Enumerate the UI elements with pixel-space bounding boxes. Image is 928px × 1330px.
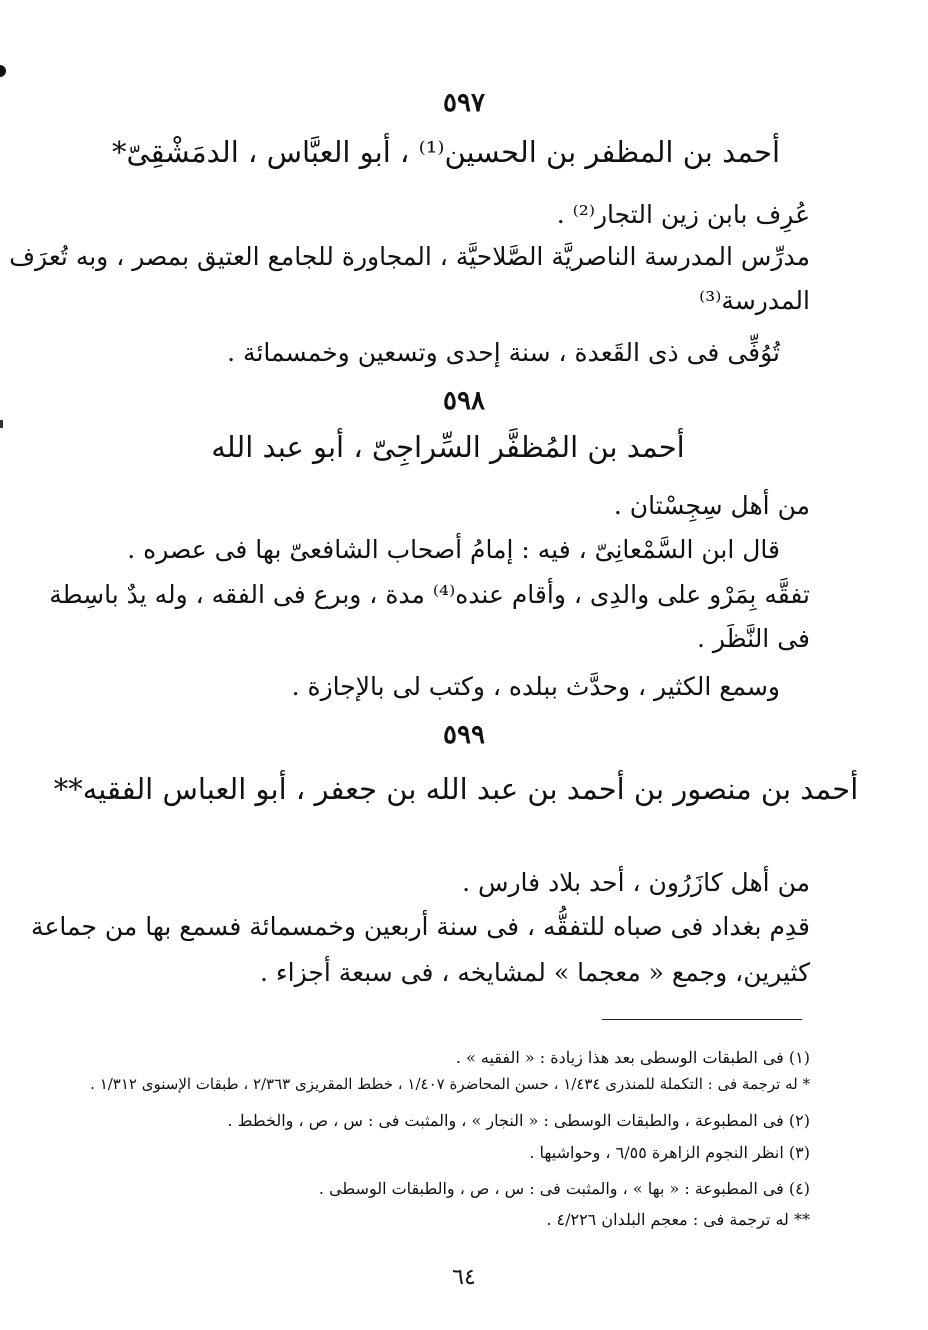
scan-edge-mark xyxy=(0,65,6,77)
entry-name: أحمد بن المظفر بن الحسين⁽¹⁾ ، أبو العبَّاس ، الدمَشْقِىّ* xyxy=(111,135,781,169)
entry-text-line: تُوُفِّى فى ذى القَعدة ، سنة إحدى وتسعين وخمسمائة . xyxy=(227,338,780,367)
entry-number: ٥٩٩ xyxy=(443,720,485,750)
entry-text-line: من أهل كازَرُون ، أحد بلاد فارس . xyxy=(462,868,810,897)
footnote: (٢) فى المطبوعة ، والطبقات الوسطى : « النجار » ، والمثبت فى : س ، ص ، والخطط . xyxy=(227,1111,810,1130)
entry-number: ٥٩٧ xyxy=(443,88,485,118)
entry-text-line: فى النَّظَر . xyxy=(696,624,810,653)
page-number: ٦٤ xyxy=(452,1265,476,1290)
footnote: * له ترجمة فى : التكملة للمنذرى ١/٤٣٤ ، حسن المحاضرة ١/٤٠٧ ، خطط المقريزى ٢/٣٦٣ ، طبقات الإسنوى ١/٣١٢ . xyxy=(90,1075,810,1093)
entry-text-line: عُرِف بابن زين التجار⁽²⁾ . xyxy=(556,200,810,229)
entry-name: أحمد بن منصور بن أحمد بن عبد الله بن جعفر ، أبو العباس الفقيه** xyxy=(53,772,859,806)
entry-text-line: كثيرين، وجمع « معجما » لمشايخه ، فى سبعة أجزاء . xyxy=(260,958,810,987)
entry-text-line: مدرِّس المدرسة الناصريَّة الصَّلاحيَّة ، المجاورة للجامع العتيق بمصر ، وبه تُعرَف xyxy=(9,242,810,271)
scan-edge-mark xyxy=(0,420,3,428)
entry-text-line: تفقَّه بِمَرْو على والدِى ، وأقام عنده⁽⁴⁾ مدة ، وبرع فى الفقه ، وله يدٌ باسِطة xyxy=(49,580,810,609)
entry-number: ٥٩٨ xyxy=(443,386,485,416)
entry-text-line: المدرسة⁽³⁾ xyxy=(699,286,810,315)
entry-text-line: قال ابن السَّمْعانِىّ ، فيه : إمامُ أصحاب الشافعىّ بها فى عصره . xyxy=(127,535,780,564)
entry-text-line: وسمع الكثير ، وحدَّث ببلده ، وكتب لى بالإجازة . xyxy=(291,672,780,701)
footnote-separator xyxy=(602,1019,802,1020)
footnote: (١) فى الطبقات الوسطى بعد هذا زيادة : « الفقيه » . xyxy=(455,1048,810,1067)
footnote: ** له ترجمة فى : معجم البلدان ٤/٢٢٦ . xyxy=(546,1210,810,1229)
entry-text-line: من أهل سِجِسْتان . xyxy=(613,491,810,520)
entry-name: أحمد بن المُظفَّر السِّراجِىّ ، أبو عبد الله xyxy=(211,430,685,464)
footnote: (٣) انظر النجوم الزاهرة ٦/٥٥ ، وحواشيها . xyxy=(529,1143,810,1162)
footnote: (٤) فى المطبوعة : « بها » ، والمثبت فى : س ، ص ، والطبقات الوسطى . xyxy=(318,1179,810,1198)
entry-text-line: قدِم بغداد فى صباه للتفقُّه ، فى سنة أربعين وخمسمائة فسمع بها من جماعة xyxy=(31,912,810,941)
